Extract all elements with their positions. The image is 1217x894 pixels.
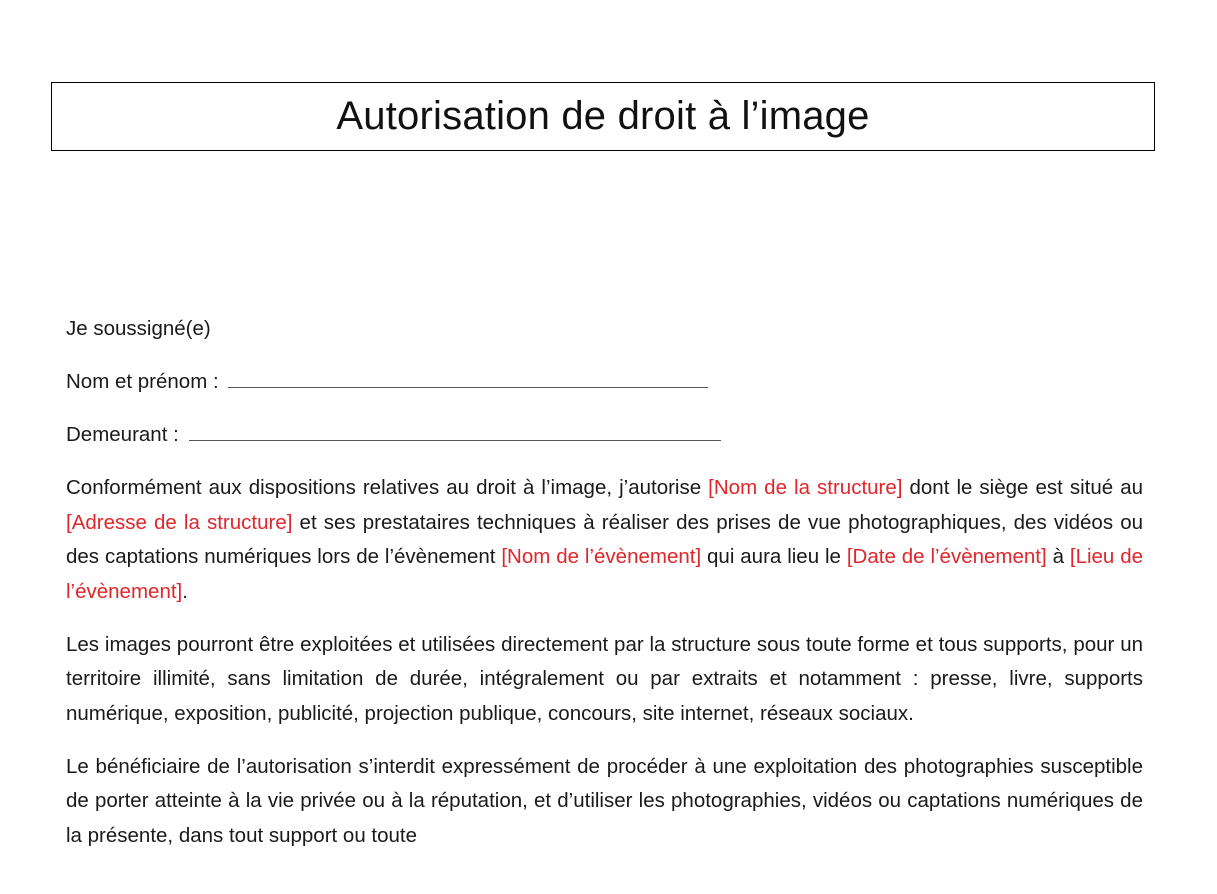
para1-text-1: Conformément aux dispositions relatives au droit à l’image, j’autorise <box>66 476 709 499</box>
placeholder-event-name: [Nom de l’évènement] <box>501 545 702 568</box>
intro-line: Je soussigné(e) <box>66 317 211 340</box>
placeholder-event-location: [Lieu de l’évènement] <box>66 545 1144 603</box>
address-field-blank[interactable] <box>189 418 721 441</box>
address-field-row <box>66 418 1143 453</box>
title-box <box>51 82 1155 151</box>
address-field-label: Demeurant : <box>66 423 179 446</box>
placeholder-event-date: [Date de l’évènement] <box>846 545 1047 568</box>
para1-text-5: à <box>1046 545 1070 568</box>
document-title: Autorisation de droit à l’image <box>336 94 870 138</box>
para1-text-2: dont le siège est situé au <box>902 476 1143 499</box>
restriction-paragraph: Le bénéficiaire de l’autorisation s’interdit expressément de procéder à une exploitation des photographies susceptible de porter atteinte à la vie privée ou à la réputation, et d’utiliser les photographies, vidéos ou captations numériques de la présente, dans tout support ou toute <box>66 754 1143 847</box>
name-field-label: Nom et prénom : <box>66 370 219 393</box>
authorization-paragraph <box>66 471 1143 609</box>
placeholder-structure-address: [Adresse de la structure] <box>66 510 293 534</box>
para1-text-3: et ses prestataires techniques à réaliser des prises de vue photographiques, des vidéos ou des captations numériques lors de l’évènement <box>66 510 1143 568</box>
usage-paragraph: Les images pourront être exploitées et utilisées directement par la structure sous toute forme et tous supports, pour un territoire illimité, sans limitation de durée, intégralement ou par extraits et notamment : presse, livre, supports numérique, exposition, publicité, projection publique, concours, site internet, réseaux sociaux. <box>66 632 1143 725</box>
document-body <box>66 312 1143 872</box>
para1-text-6: . <box>182 579 188 603</box>
name-field-row <box>66 365 1143 400</box>
name-field-blank[interactable] <box>228 365 708 388</box>
placeholder-structure-name: [Nom de la structure] <box>708 476 903 499</box>
para1-text-4: qui aura lieu le <box>701 545 847 568</box>
